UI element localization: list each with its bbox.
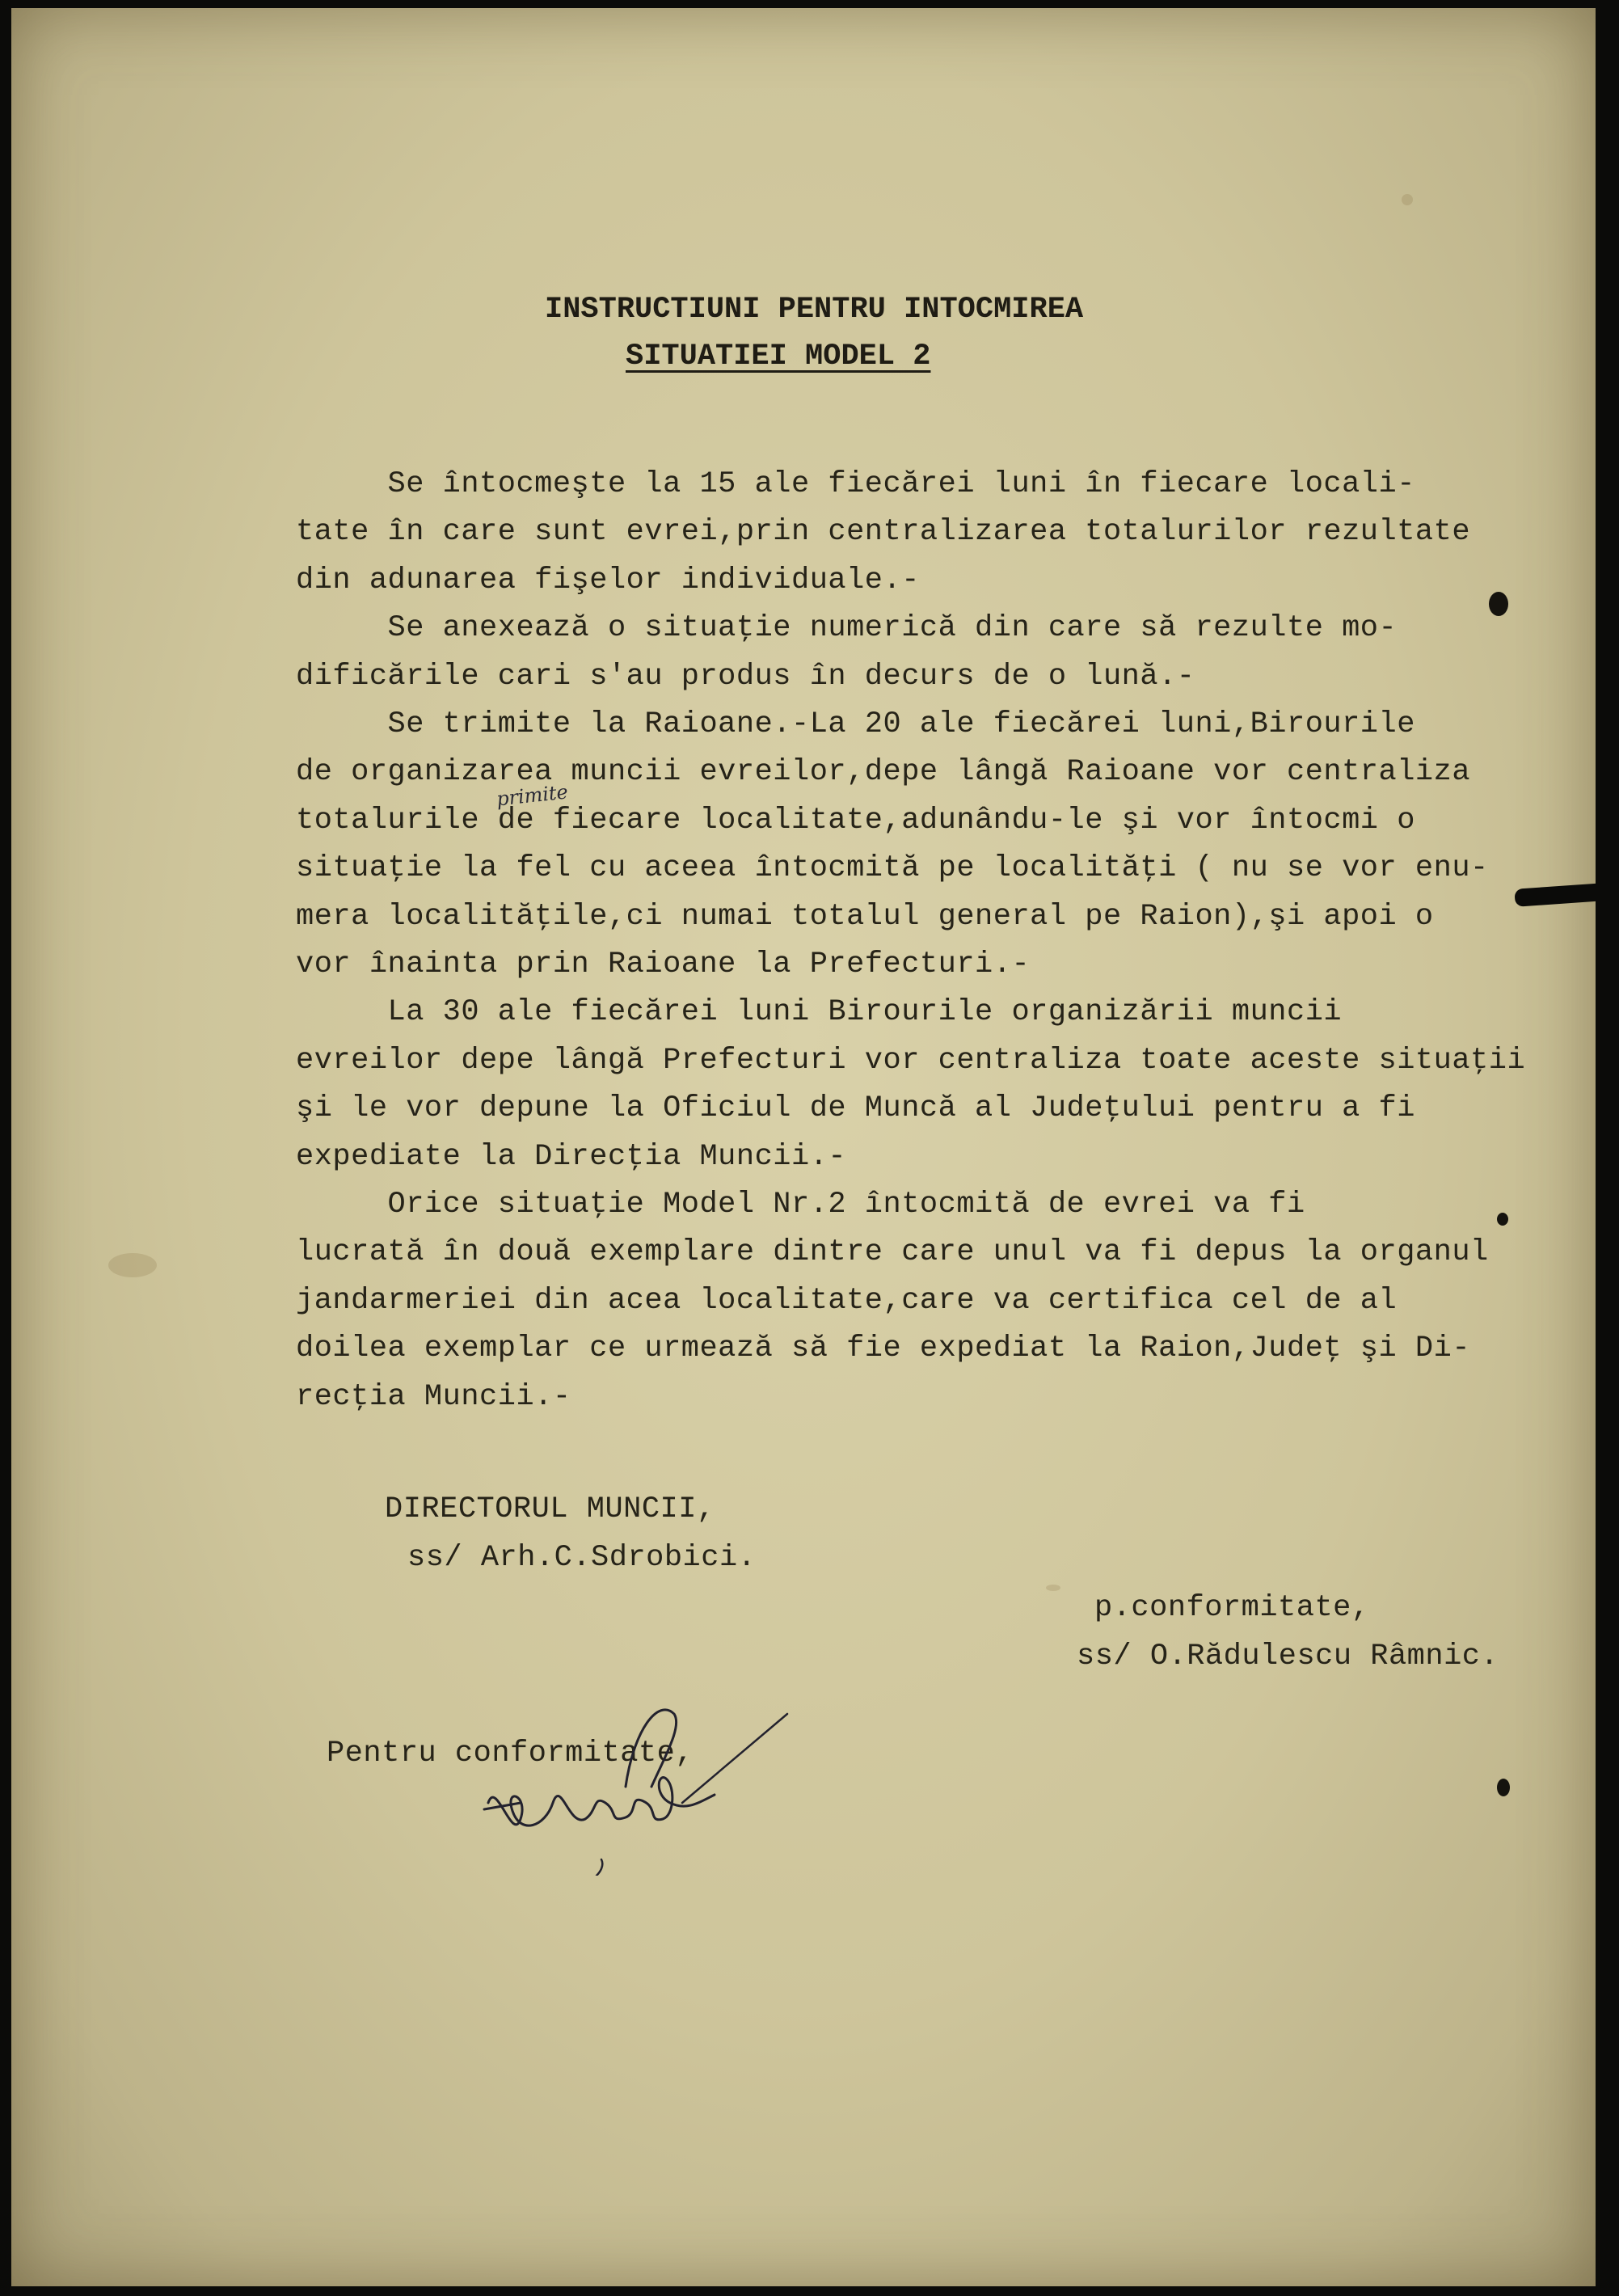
document-page xyxy=(11,8,1596,2286)
body-line: tate în care sunt evrei,prin centralizarea totalurilor rezultate xyxy=(296,515,1471,550)
signatory-1-title: DIRECTORUL MUNCII, xyxy=(385,1492,715,1526)
age-spot xyxy=(1402,194,1413,205)
body-line: jandarmeriei din acea localitate,care va certifica cel de al xyxy=(296,1283,1398,1318)
body-line: de organizarea muncii evreilor,depe lângă Raioane vor centraliza xyxy=(296,755,1471,790)
body-line: dificările cari s'au produs în decurs de o lună.- xyxy=(296,659,1195,694)
ink-blot xyxy=(1489,592,1508,616)
body-line: lucrată în două exemplare dintre care unul va fi depus la organul xyxy=(296,1235,1489,1270)
age-spot xyxy=(1046,1585,1060,1591)
body-line: şi le vor depune la Oficiul de Muncă al Judeţului pentru a fi xyxy=(296,1091,1415,1126)
paper-tear xyxy=(1514,883,1596,907)
document-title: INSTRUCTIUNI PENTRU INTOCMIREA xyxy=(545,293,1084,327)
body-line: La 30 ale fiecărei luni Birourile organizării muncii xyxy=(296,995,1343,1030)
ink-blot xyxy=(1497,1213,1508,1226)
body-line: doilea exemplar ce urmează să fie expediat la Raion,Judeţ şi Di- xyxy=(296,1332,1471,1366)
body-line: mera localităţile,ci numai totalul general pe Raion),şi apoi o xyxy=(296,899,1434,934)
signatory-2-name: ss/ O.Rădulescu Râmnic. xyxy=(1077,1640,1499,1673)
handwritten-signature xyxy=(464,1682,820,1876)
body-line: Se întocmeşte la 15 ale fiecărei luni în fiecare locali- xyxy=(296,467,1415,501)
body-line: expediate la Direcţia Muncii.- xyxy=(296,1139,847,1174)
body-line: evreilor depe lângă Prefecturi vor centraliza toate aceste situaţii xyxy=(296,1043,1526,1078)
body-line: vor înainta prin Raioane la Prefecturi.- xyxy=(296,948,1031,981)
body-line: totalurile de fiecare localitate,adunându-le şi vor întocmi o xyxy=(296,803,1415,838)
conformity-label: Pentru conformitate, xyxy=(327,1737,694,1771)
ink-blot xyxy=(1497,1779,1510,1796)
handwritten-insertion: primite xyxy=(495,780,570,811)
age-spot xyxy=(108,1253,157,1277)
body-line: Se anexează o situaţie numerică din care să rezulte mo- xyxy=(296,611,1398,646)
signatory-2-title: p.conformitate, xyxy=(1094,1591,1370,1625)
body-line: situaţie la fel cu aceea întocmită pe localităţi ( nu se vor enu- xyxy=(296,851,1489,886)
body-line: Se trimite la Raioane.-La 20 ale fiecărei luni,Birourile xyxy=(296,707,1415,741)
body-line: Orice situaţie Model Nr.2 întocmită de evrei va fi xyxy=(296,1188,1305,1222)
document-subtitle: SITUATIEI MODEL 2 xyxy=(626,340,931,374)
body-line: din adunarea fişelor individuale.- xyxy=(296,563,920,597)
signatory-1-name: ss/ Arh.C.Sdrobici. xyxy=(407,1541,757,1575)
body-line: recţia Muncii.- xyxy=(296,1379,571,1414)
